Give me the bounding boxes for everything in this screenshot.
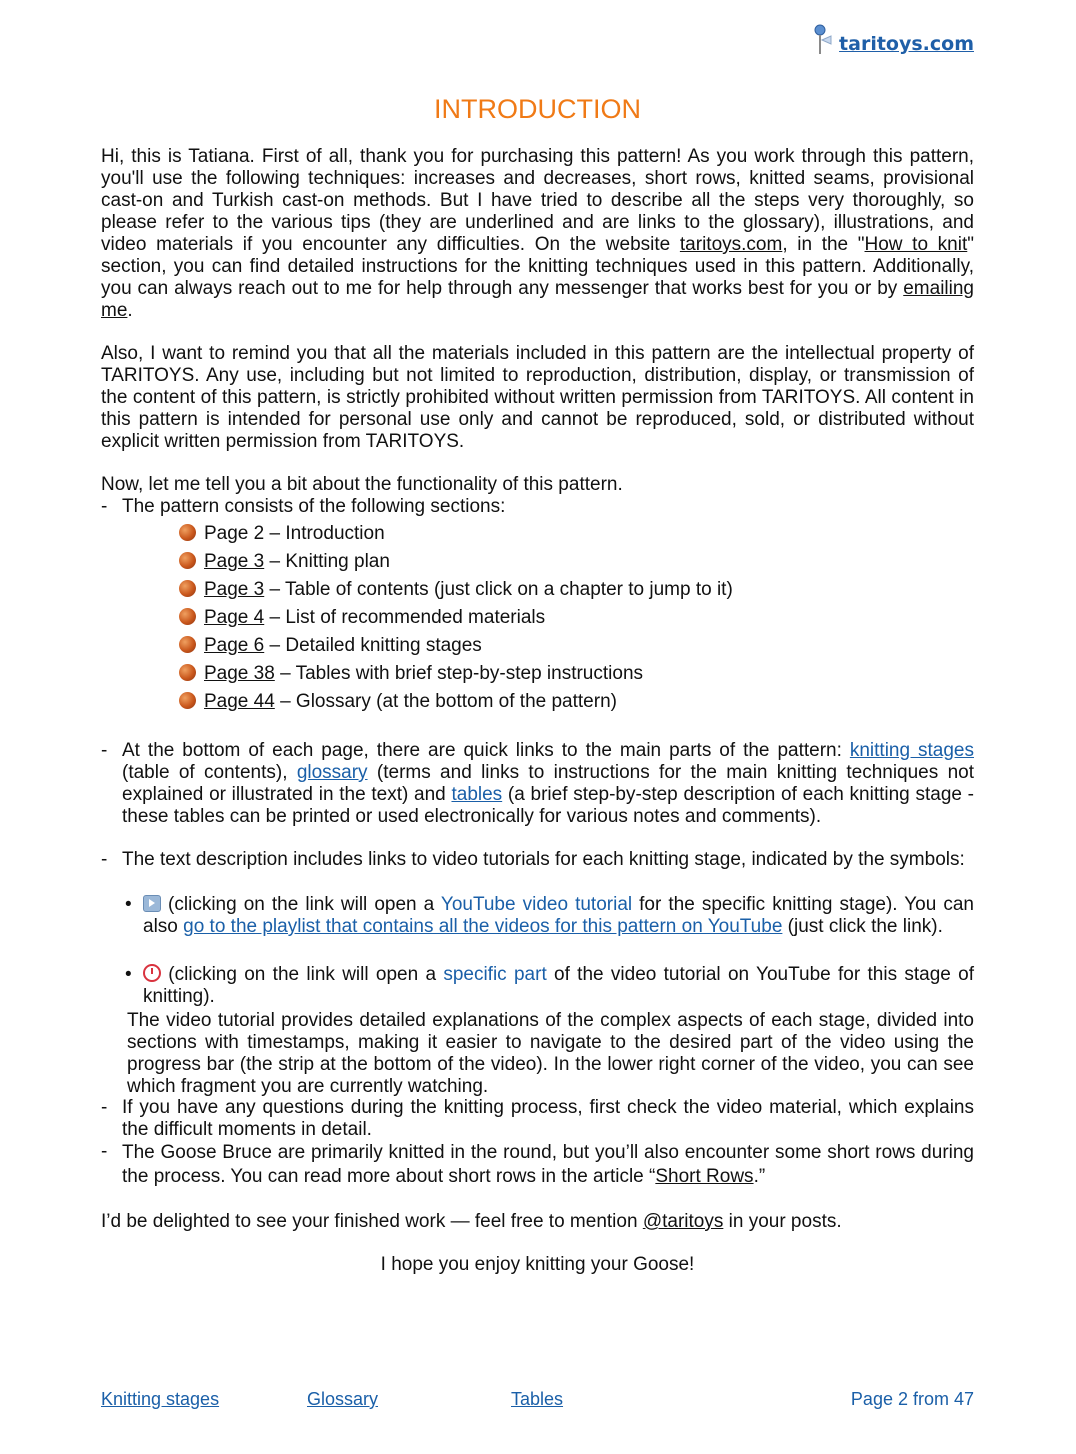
text: (clicking on the link will open a [161,894,441,915]
text: .” [753,1166,766,1187]
tables-link[interactable]: tables [451,784,503,805]
section-item [179,520,385,548]
bullet-dot: • [125,964,132,985]
section-page-link[interactable]: Page 38 [204,663,275,684]
dash-marker: - [101,1141,108,1162]
video-explanation-text: The video tutorial provides detailed explanations of the complex aspects of each stage, divided into sections with timestamps, making it easier to navigate to the desired part of the video using the progress bar (the strip at the bottom of the video). In the lower right corner of the video, you can see which fragment you are currently watching. [127,1010,974,1097]
footer-tables-link[interactable]: Tables [511,1389,564,1409]
bullet-dot: • [125,894,132,915]
yarn-ball-icon [179,692,196,709]
text: in your posts. [723,1211,842,1232]
section-item[interactable] [179,632,482,660]
footer-knitting-stages-link[interactable]: Knitting stages [101,1389,220,1409]
section-page-link[interactable]: Page 4 [204,607,265,628]
section-description: – Introduction [264,523,385,544]
text: The Goose Bruce are primarily knitted in the round, but you’ll also encounter some short rows during the process. You can read more about short rows in the article “ [122,1142,974,1187]
yarn-ball-icon [179,580,196,597]
alarm-clock-icon[interactable] [143,964,161,982]
how-to-knit-link[interactable]: How to knit [864,234,968,255]
text: (clicking on the link will open a [161,964,444,985]
bullet-timestamp [125,964,974,1008]
section-item[interactable] [179,688,617,716]
closing-line: I hope you enjoy knitting your Goose! [380,1254,695,1275]
knitting-stages-link[interactable]: knitting stages [849,740,974,761]
text: for the specific knitting stage). You can also [143,894,974,937]
pin-icon [811,24,835,56]
section-page-link: Page 2 [204,523,265,544]
dash-marker: - [101,496,108,517]
section-item[interactable] [179,576,733,604]
playlist-link[interactable]: go to the playlist that contains all the videos for this pattern on YouTube [183,916,783,937]
youtube-tutorial-link[interactable]: YouTube video tutorial [440,894,633,915]
glossary-link[interactable]: glossary [296,762,368,783]
list-item-video-links [101,849,974,871]
section-item[interactable] [179,660,643,688]
section-description: – Tables with brief step-by-step instructions [274,663,644,684]
text: , in the " [782,234,865,255]
list-item-text: If you have any questions during the knitting process, first check the video material, which explains the difficult moments in detail. [122,1097,974,1140]
page-number: Page 2 from 47 [850,1389,974,1409]
emailing-me-link[interactable]: emailing me [101,278,974,321]
text: (just click the link). [782,916,943,937]
bullet-video-tutorial [125,894,974,938]
yarn-ball-icon [179,524,196,541]
text: (a brief step-by-step description of each knitting stage - these tables can be printed or used electronically for various notes and comments). [122,784,975,827]
list-item-text: The pattern consists of the following sections: [122,496,506,517]
intro-paragraph [101,146,974,322]
text: " section, you can find detailed instructions for the knitting techniques used in this pattern. Additionally, you can always reach out to me for help through any messenger that works best for you or by [101,234,975,299]
text: . [127,300,133,321]
text: of the video tutorial on YouTube for this stage of knitting). [143,964,974,1007]
list-item-quick-links [101,740,974,828]
taritoys-link[interactable]: taritoys.com [679,234,783,255]
youtube-video-icon[interactable] [143,895,161,912]
short-rows-link[interactable]: Short Rows [655,1166,754,1187]
dash-marker: - [101,740,108,761]
section-page-link[interactable]: Page 3 [204,579,265,600]
brand-link[interactable]: taritoys.com [839,33,974,55]
footer-glossary-link[interactable]: Glossary [307,1389,379,1409]
dash-marker: - [101,1097,108,1118]
list-item-sections [101,496,974,518]
section-page-link[interactable]: Page 3 [204,551,265,572]
list-item-text: The text description includes links to video tutorials for each knitting stage, indicated by the symbols: [122,849,965,870]
section-description: – List of recommended materials [264,607,546,628]
text: (terms and links to instructions for the main knitting techniques not explained or illustrated in the text) and [122,762,974,805]
text: I’d be delighted to see your finished work — feel free to mention [101,1211,643,1232]
yarn-ball-icon [179,636,196,653]
yarn-ball-icon [179,552,196,569]
specific-part-link[interactable]: specific part [443,964,547,985]
yarn-ball-icon [179,664,196,681]
section-description: – Knitting plan [264,551,390,572]
social-paragraph [101,1211,974,1233]
copyright-text: Also, I want to remind you that all the materials included in this pattern are the intellectual property of TARITOYS. Any use, including but not limited to reproduction, distribution, display, or transmission of the content of this pattern, is strictly prohibited without written permission from TARITOYS. All content in this pattern is intended for personal use only and cannot be reproduced, sold, or distributed without explicit written permission from TARITOYS. [101,343,974,452]
section-page-link[interactable]: Page 44 [204,691,275,712]
page-footer [101,1388,974,1412]
section-description: – Detailed knitting stages [264,635,482,656]
text: At the bottom of each page, there are quick links to the main parts of the pattern: [122,740,850,761]
list-item-questions [101,1097,974,1141]
functionality-paragraph [101,474,974,496]
copyright-paragraph [101,343,974,453]
brand-logo[interactable] [811,24,974,56]
section-item[interactable] [179,604,545,632]
section-description: – Table of contents (just click on a chapter to jump to it) [264,579,733,600]
yarn-ball-icon [179,608,196,625]
dash-marker: - [101,849,108,870]
functionality-text: Now, let me tell you a bit about the functionality of this pattern. [101,474,623,495]
section-description: – Glossary (at the bottom of the pattern) [274,691,617,712]
list-item-short-rows [101,1141,974,1189]
text: Hi, this is Tatiana. First of all, thank you for purchasing this pattern! As you work through this pattern, you'll use the following techniques: increases and decreases, short rows, knitted seams, provisional cast-on and Turkish cast-on methods. But I have tried to describe all the steps very thoroughly, so please refer to the various tips (they are underlined and are links to the glossary), illustrations, and video materials if you encounter any difficulties. On the website [101,146,974,255]
taritoys-handle-link[interactable]: @taritoys [642,1211,724,1232]
section-item[interactable] [179,548,390,576]
page-title: INTRODUCTION [434,94,641,124]
section-page-link[interactable]: Page 6 [204,635,265,656]
text: (table of contents), [122,762,297,783]
video-explanation-paragraph [127,1010,974,1098]
